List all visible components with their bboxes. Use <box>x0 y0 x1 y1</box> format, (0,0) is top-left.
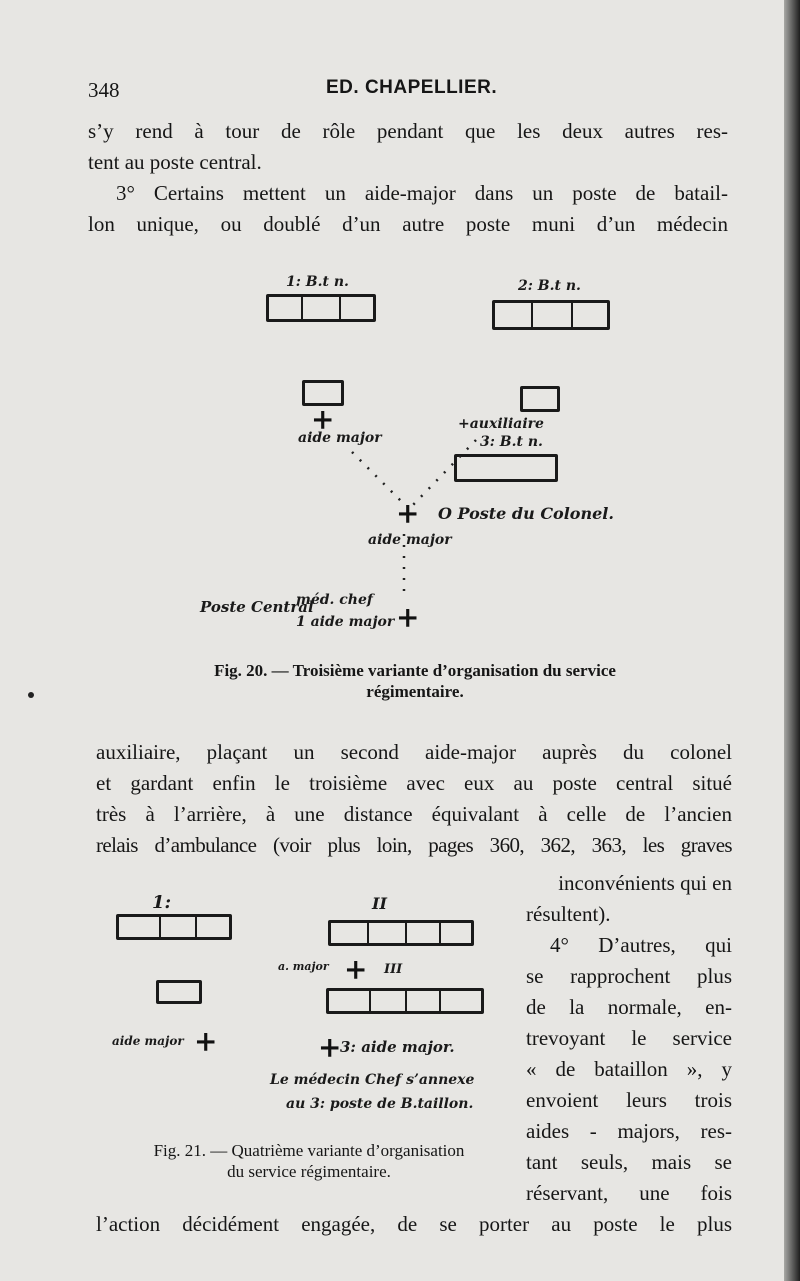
text-line: s’y rend à tour de rôle pendant que les deux autres res- <box>88 119 728 143</box>
text-line: tant seuls, mais se <box>526 1150 732 1174</box>
figure-21-caption <box>104 1140 514 1182</box>
page-header <box>88 74 728 104</box>
text-line: et gardant enfin le troisième avec eux au poste central situé <box>96 771 732 795</box>
label-note-line1: Le médecin Chef s’annexe <box>270 1072 475 1088</box>
paragraph-top <box>88 116 728 240</box>
page-number: 348 <box>88 78 120 102</box>
caption-line: du service régimentaire. <box>227 1162 391 1181</box>
label-bat1: 1: <box>152 892 172 913</box>
paragraph-bottom <box>96 1209 732 1240</box>
text-line: inconvénients qui en <box>558 871 732 895</box>
label-bat3: III <box>384 962 403 977</box>
cross-symbol: + <box>396 497 420 530</box>
label-bat1: 1: B.t n. <box>286 274 349 290</box>
dotted-connection-lines <box>0 270 784 710</box>
text-line: se rapprochent plus <box>526 964 732 988</box>
text-line: l’action décidément engagée, de se porter au poste le plus <box>96 1212 732 1236</box>
text-line: auxiliaire, plaçant un second aide-major auprès du colonel <box>96 740 732 764</box>
label-aide-left: aide major <box>112 1034 184 1048</box>
figure-21 <box>0 880 520 1140</box>
label-aide-left: aide major <box>298 430 382 446</box>
margin-dot <box>28 692 34 698</box>
text-line: très à l’arrière, à une distance équivalant à celle de l’ancien <box>96 802 732 826</box>
battalion-box-2 <box>328 920 474 946</box>
running-head: ED. CHAPELLIER. <box>326 77 498 98</box>
text-line: relais d’ambulance (voir plus loin, pages 360, 362, 363, les graves <box>96 833 732 857</box>
text-line: 4° D’autres, qui <box>550 933 732 957</box>
text-line: tent au poste central. <box>88 150 262 174</box>
battalion-box-1 <box>116 914 232 940</box>
text-line: de la normale, en- <box>526 995 732 1019</box>
small-box-left <box>156 980 202 1004</box>
label-bat2: II <box>372 894 387 913</box>
cross-symbol: + <box>396 601 420 634</box>
label-aide-major-3: 3: aide major. <box>340 1038 455 1056</box>
paragraph-side <box>526 868 732 1209</box>
label-poste-colonel: O Poste du Colonel. <box>438 504 614 523</box>
caption-line: Fig. 21. — Quatrième variante d’organisation <box>153 1141 465 1160</box>
label-un-aide-major: 1 aide major <box>296 614 395 630</box>
text-line: « de bataillon », y <box>526 1057 732 1081</box>
cross-symbol: + <box>311 403 335 436</box>
caption-line: régimentaire. <box>366 682 464 701</box>
paragraph-middle <box>96 737 732 861</box>
text-line: réservant, une fois <box>526 1181 732 1205</box>
text-line: résultent). <box>526 902 611 926</box>
text-line: 3° Certains mettent un aide-major dans un poste de batail- <box>116 181 728 205</box>
text-line: aides - majors, res- <box>526 1119 732 1143</box>
figure-20 <box>0 270 784 710</box>
text-line: lon unique, ou doublé d’un autre poste muni d’un médecin <box>88 212 728 236</box>
cross-symbol: + <box>318 1031 342 1064</box>
label-auxiliaire: +auxiliaire <box>458 416 544 432</box>
label-aide-small: a. major <box>278 960 329 973</box>
battalion-box-3 <box>326 988 484 1014</box>
cross-symbol: + <box>194 1025 218 1058</box>
label-bat2: 2: B.t n. <box>518 278 581 294</box>
book-spine-shadow <box>784 0 800 1281</box>
label-note-line2: au 3: poste de B.taillon. <box>286 1096 474 1112</box>
figure-20-caption <box>120 660 710 702</box>
cross-symbol: + <box>344 953 368 986</box>
text-line: envoient leurs trois <box>526 1088 732 1112</box>
label-med-chef: méd. chef <box>296 592 373 608</box>
label-aide-major: aide major <box>368 532 452 548</box>
label-bat3: 3: B.t n. <box>480 434 543 450</box>
caption-line: Fig. 20. — Troisième variante d’organisation du service <box>214 661 616 680</box>
label-poste-central: Poste Central <box>200 598 314 616</box>
text-line: trevoyant le service <box>526 1026 732 1050</box>
